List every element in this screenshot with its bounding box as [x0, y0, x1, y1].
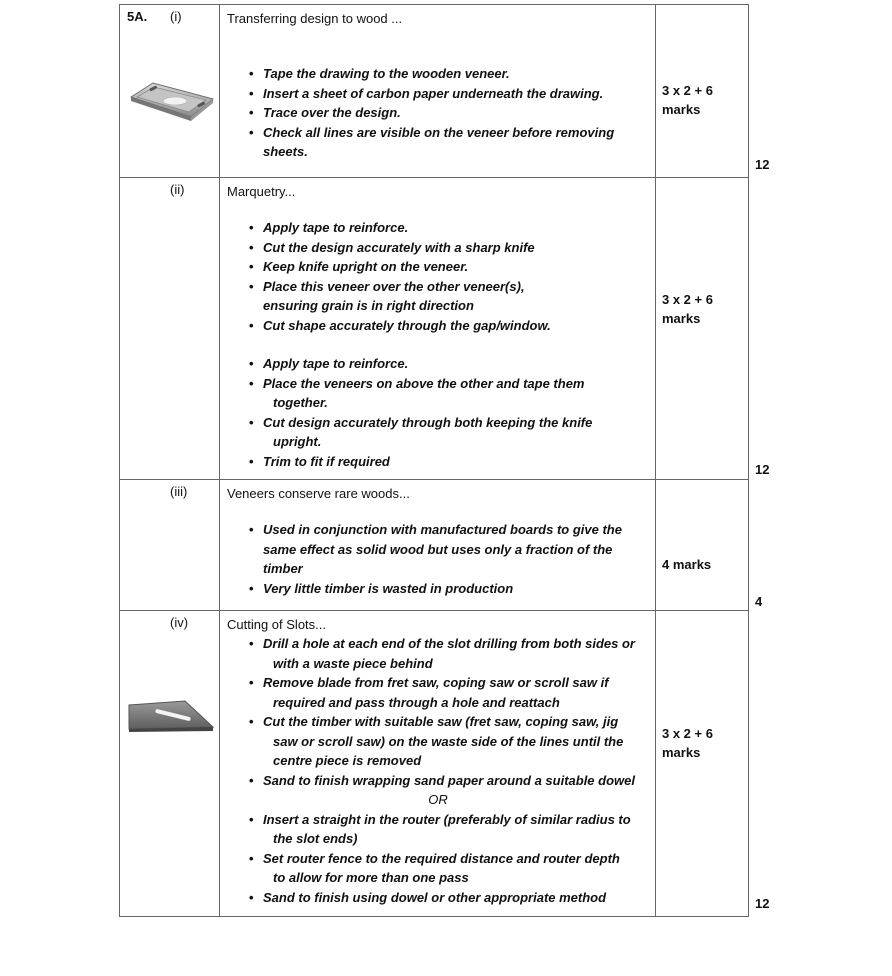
answer-heading: Cutting of Slots...: [227, 617, 326, 632]
or-separator: OR: [428, 792, 448, 807]
answer-cell: [220, 611, 656, 917]
slotted-board-image: [127, 697, 217, 733]
answer-cell: [220, 480, 656, 611]
answer-point: • Check all lines are visible on the veneer before removing sheets.: [227, 123, 649, 162]
answer-heading: Transferring design to wood ...: [227, 11, 403, 26]
answer-point: • Set router fence to the required distance and router depth to allow for more than one pass: [227, 849, 649, 888]
tray-image: [127, 75, 217, 125]
answer-list-alt: [227, 354, 649, 471]
sub-part-label: (i): [170, 9, 182, 24]
answer-point: • Insert a sheet of carbon paper underneath the drawing.: [227, 84, 649, 104]
answer-point: • Apply tape to reinforce.: [227, 354, 649, 374]
answer-point: • Cut the timber with suitable saw (fret saw, coping saw, jig saw or scroll saw) on the waste side of the lines until the centre piece is removed: [227, 712, 649, 771]
marks-allocation: 3 x 2 + 6 marks: [662, 726, 713, 760]
question-cell: [120, 5, 220, 178]
answer-point: • Apply tape to reinforce.: [227, 218, 649, 238]
answer-point: • Keep knife upright on the veneer.: [227, 257, 649, 277]
answer-list: [227, 634, 649, 790]
question-number: 5A.: [127, 9, 148, 24]
marking-scheme-table: [119, 4, 749, 917]
answer-heading: Veneers conserve rare woods...: [227, 486, 410, 501]
marks-cell: [656, 480, 749, 611]
marks-cell: [656, 5, 749, 178]
answer-point: • Drill a hole at each end of the slot drilling from both sides or with a waste piece behind: [227, 634, 649, 673]
answer-list: [227, 520, 649, 598]
sub-part-label: (iv): [170, 615, 189, 630]
question-cell: [120, 611, 220, 917]
marks-allocation: 3 x 2 + 6 marks: [662, 292, 713, 326]
answer-point: • Sand to finish using dowel or other appropriate method: [227, 888, 649, 908]
answer-point: • Trim to fit if required: [227, 452, 649, 472]
section-total-ii: 12: [755, 462, 770, 477]
question-cell: [120, 480, 220, 611]
section-total-i: 12: [755, 157, 770, 172]
answer-point: • Trace over the design.: [227, 103, 649, 123]
answer-point: • Tape the drawing to the wooden veneer.: [227, 64, 649, 84]
answer-point: • Remove blade from fret saw, coping saw or scroll saw if required and pass through a hole and reattach: [227, 673, 649, 712]
answer-point: • Very little timber is wasted in production: [227, 579, 649, 599]
answer-point: • Cut design accurately through both keeping the knife upright.: [227, 413, 649, 452]
row-part-ii: [120, 178, 749, 480]
marks-allocation: 4 marks: [662, 557, 712, 572]
answer-point: • Place this veneer over the other veneer(s), ensuring grain is in right direction: [227, 277, 649, 316]
row-part-iv: [120, 611, 749, 917]
answer-point: • Insert a straight in the router (preferably of similar radius to the slot ends): [227, 810, 649, 849]
answer-point: • Cut shape accurately through the gap/window.: [227, 316, 649, 336]
answer-point: • Cut the design accurately with a sharp knife: [227, 238, 649, 258]
answer-list-alt: [227, 810, 649, 908]
section-total-iv: 12: [755, 896, 770, 911]
row-part-i: [120, 5, 749, 178]
row-part-iii: [120, 480, 749, 611]
marks-cell: [656, 611, 749, 917]
answer-point: • Place the veneers on above the other and tape them together.: [227, 374, 649, 413]
sub-part-label: (ii): [170, 182, 185, 197]
answer-list: [227, 64, 649, 162]
section-total-iii: 4: [755, 594, 763, 609]
question-cell: [120, 178, 220, 480]
answer-cell: [220, 178, 656, 480]
sub-part-label: (iii): [170, 484, 188, 499]
marks-cell: [656, 178, 749, 480]
answer-point: • Used in conjunction with manufactured boards to give the same effect as solid wood but uses only a fraction of the timber: [227, 520, 649, 579]
answer-list: [227, 218, 649, 335]
marks-allocation: 3 x 2 + 6 marks: [662, 83, 713, 117]
answer-cell: [220, 5, 656, 178]
answer-point: • Sand to finish wrapping sand paper around a suitable dowel: [227, 771, 649, 791]
answer-heading: Marquetry...: [227, 184, 296, 199]
